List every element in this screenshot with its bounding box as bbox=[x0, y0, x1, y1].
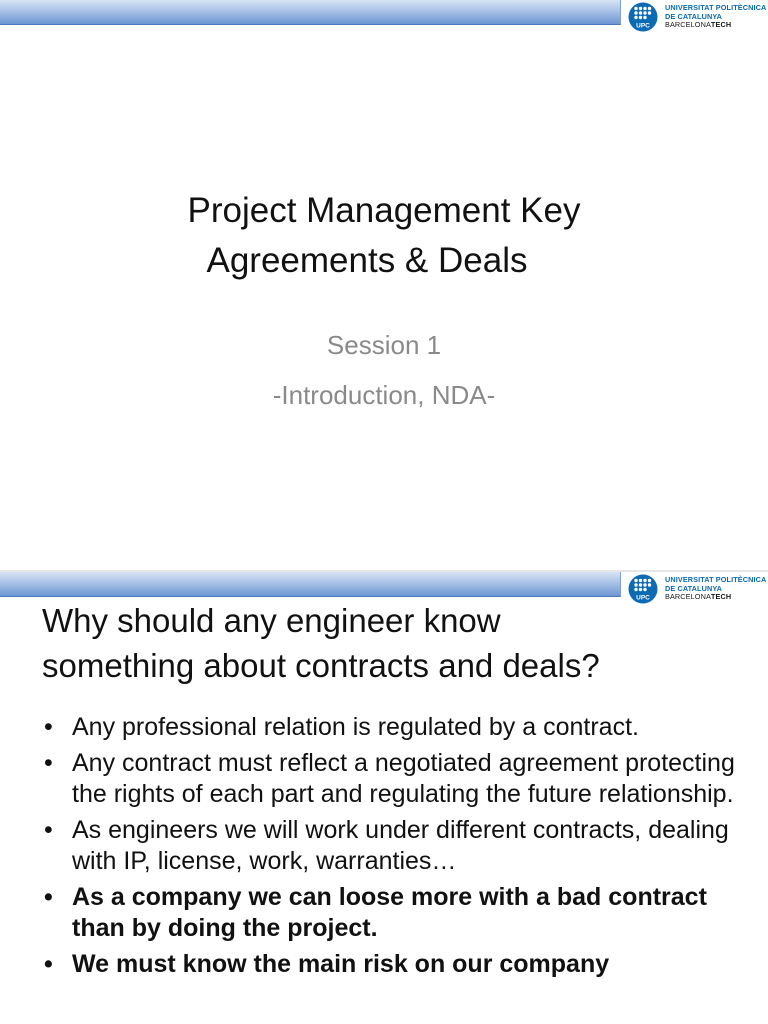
logo-line-3a: BARCELONA bbox=[665, 592, 711, 601]
logo-mark-text: UPC bbox=[636, 22, 650, 30]
logo-line-2: DE CATALUNYA bbox=[665, 11, 723, 21]
bullet-icon: • bbox=[44, 749, 53, 777]
bullet-icon: • bbox=[44, 713, 53, 741]
bullet-icon: • bbox=[44, 950, 53, 978]
upc-logo-icon bbox=[628, 2, 658, 32]
bullet-list bbox=[44, 712, 744, 985]
logo-line-3b: TECH bbox=[710, 20, 732, 29]
bullet-text: As engineers we will work under different contracts, dealing with IP, license, work, warranties… bbox=[72, 816, 729, 875]
subtitle-line-2: -Introduction, NDA- bbox=[272, 380, 496, 410]
slide-title-line-2: Agreements & Deals bbox=[206, 241, 528, 280]
logo-mark-text: UPC bbox=[636, 594, 650, 602]
logo-line-1: UNIVERSITAT POLITÈCNICA bbox=[665, 575, 767, 584]
slide-title bbox=[0, 186, 768, 286]
logo-line-3a: BARCELONA bbox=[665, 20, 711, 29]
slide-title-line-1: Project Management Key bbox=[187, 191, 581, 230]
slide-heading bbox=[42, 598, 742, 688]
bullet-text: We must know the main risk on our company bbox=[72, 950, 610, 978]
heading-line-1: Why should any engineer know bbox=[42, 602, 501, 639]
logo-line-3b: TECH bbox=[710, 592, 732, 601]
logo-line-1: UNIVERSITAT POLITÈCNICA bbox=[665, 3, 767, 12]
logo-line-2: DE CATALUNYA bbox=[665, 583, 723, 593]
slide-subtitle bbox=[0, 320, 768, 420]
upc-logo bbox=[628, 2, 768, 32]
bullet-icon: • bbox=[44, 816, 53, 844]
bullet-text: Any contract must reflect a negotiated agreement protecting the rights of each part and regulating the future relationship. bbox=[72, 749, 735, 808]
bullet-item bbox=[44, 748, 744, 810]
subtitle-line-1: Session 1 bbox=[326, 330, 442, 360]
bullet-text: Any professional relation is regulated by a contract. bbox=[72, 713, 639, 741]
logo-line-3 bbox=[665, 21, 766, 30]
heading-line-2: something about contracts and deals? bbox=[42, 647, 600, 684]
content-slide bbox=[0, 572, 768, 1024]
bullet-item bbox=[44, 712, 744, 743]
bullet-text: As a company we can loose more with a bad contract than by doing the project. bbox=[72, 883, 707, 942]
bullet-icon: • bbox=[44, 883, 53, 911]
bullet-item bbox=[44, 882, 744, 944]
bullet-item bbox=[44, 949, 744, 980]
bullet-item bbox=[44, 815, 744, 877]
header-bar bbox=[0, 0, 621, 25]
header-bar bbox=[0, 572, 621, 597]
logo-wordmark bbox=[665, 4, 766, 30]
